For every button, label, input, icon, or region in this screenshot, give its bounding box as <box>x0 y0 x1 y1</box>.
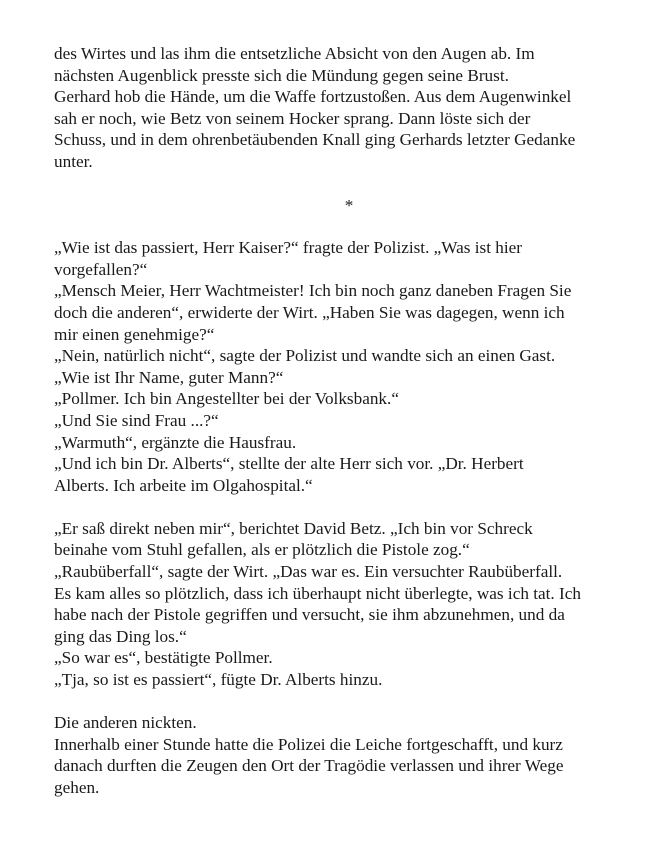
text-line: „Raubüberfall“, sagte der Wirt. „Das war es. Ein versuchter Raubüberfall. <box>54 562 563 582</box>
text-line: Innerhalb einer Stunde hatte die Polizei die Leiche fortgeschafft, und kurz <box>54 734 563 754</box>
section-separator: * <box>344 195 354 215</box>
text-line: „Nein, natürlich nicht“, sagte der Polizist und wandte sich an einen Gast. <box>54 346 556 366</box>
text-line: ging das Ding los.“ <box>54 626 187 646</box>
text-line: habe nach der Pistole gegriffen und versucht, sie ihm abzunehmen, und da <box>54 605 565 625</box>
paragraph-opening <box>54 43 634 173</box>
text-line: vorgefallen?“ <box>54 259 148 279</box>
paragraph-dialogue-1 <box>54 237 634 496</box>
text-line: Schuss, und in dem ohrenbetäubenden Knall ging Gerhards letzter Gedanke <box>54 130 576 150</box>
text-line: „Und ich bin Dr. Alberts“, stellte der alte Herr sich vor. „Dr. Herbert <box>54 454 524 474</box>
paragraph-gap <box>54 496 634 518</box>
text-line: Alberts. Ich arbeite im Olgahospital.“ <box>54 475 313 495</box>
text-line: „So war es“, bestätigte Pollmer. <box>54 648 273 668</box>
text-line: nächsten Augenblick presste sich die Mündung gegen seine Brust. <box>54 65 509 85</box>
text-line: „Pollmer. Ich bin Angestellter bei der Volksbank.“ <box>54 389 399 409</box>
text-line: „Wie ist das passiert, Herr Kaiser?“ fragte der Polizist. „Was ist hier <box>54 238 523 258</box>
text-line: Gerhard hob die Hände, um die Waffe fortzustoßen. Aus dem Augenwinkel <box>54 87 572 107</box>
text-line: „Tja, so ist es passiert“, fügte Dr. Alberts hinzu. <box>54 670 383 690</box>
text-line: mir einen genehmige?“ <box>54 324 215 344</box>
text-line: beinahe vom Stuhl gefallen, als er plötzlich die Pistole zog.“ <box>54 540 470 560</box>
text-line: doch die anderen“, erwiderte der Wirt. „Haben Sie was dagegen, wenn ich <box>54 302 565 322</box>
text-line: unter. <box>54 151 93 171</box>
text-line: „Mensch Meier, Herr Wachtmeister! Ich bin noch ganz daneben Fragen Sie <box>54 281 572 301</box>
text-line: danach durften die Zeugen den Ort der Tragödie verlassen und ihrer Wege <box>54 756 564 776</box>
paragraph-closing <box>54 712 634 798</box>
text-line: „Und Sie sind Frau ...?“ <box>54 410 219 430</box>
paragraph-gap <box>54 691 634 713</box>
text-line: „Wie ist Ihr Name, guter Mann?“ <box>54 367 284 387</box>
text-line: „Er saß direkt neben mir“, berichtet David Betz. „Ich bin vor Schreck <box>54 518 533 538</box>
document-page <box>54 43 634 799</box>
text-line: gehen. <box>54 778 100 797</box>
text-line: sah er noch, wie Betz von seinem Hocker sprang. Dann löste sich der <box>54 108 531 128</box>
text-line: des Wirtes und las ihm die entsetzliche Absicht von den Augen ab. Im <box>54 44 535 63</box>
text-line: „Warmuth“, ergänzte die Hausfrau. <box>54 432 297 452</box>
text-line: Es kam alles so plötzlich, dass ich überhaupt nicht überlegte, was ich tat. Ich <box>54 583 581 603</box>
paragraph-dialogue-2 <box>54 518 634 691</box>
text-line: Die anderen nickten. <box>54 713 197 733</box>
